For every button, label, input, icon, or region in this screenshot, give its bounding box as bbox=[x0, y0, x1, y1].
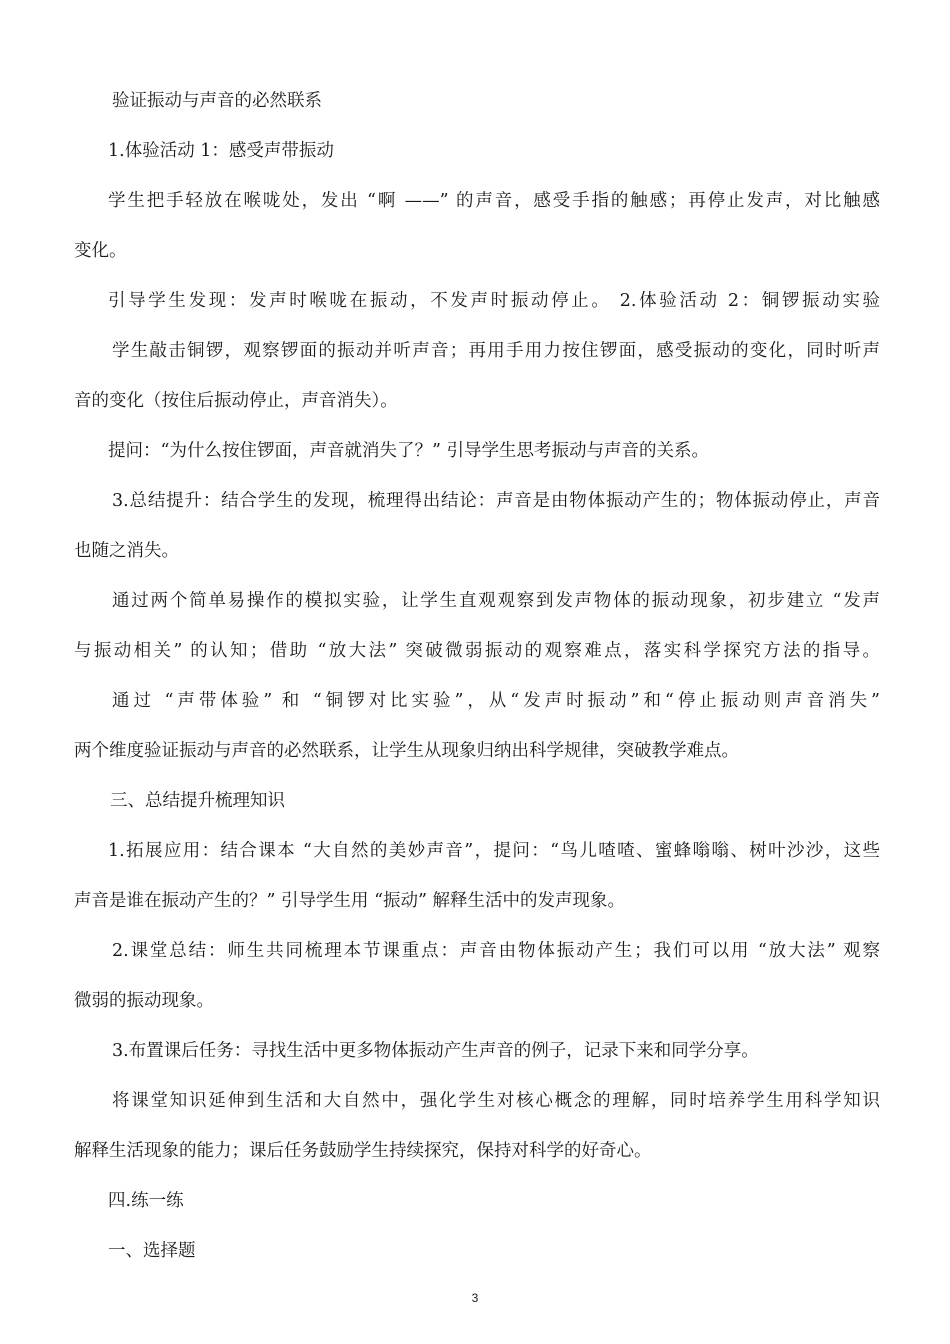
paragraph-line: 通过 “声带体验” 和 “铜锣对比实验”，从“发声时振动”和“停止振动则声音消失” bbox=[112, 691, 880, 711]
paragraph-line: 1.体验活动 1：感受声带振动 bbox=[108, 141, 334, 161]
page-number: 3 bbox=[471, 1291, 479, 1305]
paragraph-line: 3.总结提升：结合学生的发现，梳理得出结论：声音是由物体振动产生的；物体振动停止，声音 bbox=[112, 491, 880, 511]
paragraph-line: 与振动相关” 的认知；借助 “放大法” 突破微弱振动的观察难点，落实科学探究方法的指导。 bbox=[74, 641, 880, 661]
paragraph-line: 两个维度验证振动与声音的必然联系，让学生从现象归纳出科学规律，突破教学难点。 bbox=[74, 741, 739, 761]
paragraph-line: 3.布置课后任务：寻找生活中更多物体振动产生声音的例子，记录下来和同学分享。 bbox=[112, 1041, 759, 1061]
paragraph-line: 将课堂知识延伸到生活和大自然中，强化学生对核心概念的理解，同时培养学生用科学知识 bbox=[112, 1091, 880, 1111]
paragraph-line: 变化。 bbox=[74, 241, 127, 261]
section-heading: 四.练一练 bbox=[108, 1191, 184, 1211]
paragraph-line: 提问：“为什么按住锣面，声音就消失了？” 引导学生思考振动与声音的关系。 bbox=[108, 441, 709, 461]
paragraph-line: 学生敲击铜锣，观察锣面的振动并听声音；再用手用力按住锣面，感受振动的变化，同时听声 bbox=[112, 341, 880, 361]
section-heading: 一、选择题 bbox=[108, 1241, 196, 1261]
paragraph-line: 微弱的振动现象。 bbox=[74, 991, 214, 1011]
paragraph-line: 1.拓展应用：结合课本 “大自然的美妙声音”，提问：“鸟儿喳喳、蜜蜂嗡嗡、树叶沙沙，这些 bbox=[108, 841, 880, 861]
section-heading: 三、总结提升梳理知识 bbox=[110, 791, 285, 811]
paragraph-line: 学生把手轻放在喉咙处，发出 “啊 ——” 的声音，感受手指的触感；再停止发声，对比触感 bbox=[108, 191, 880, 211]
paragraph-line: 通过两个简单易操作的模拟实验，让学生直观观察到发声物体的振动现象，初步建立 “发声 bbox=[112, 591, 880, 611]
paragraph-line: 引导学生发现：发声时喉咙在振动，不发声时振动停止。 2.体验活动 2：铜锣振动实验 bbox=[108, 291, 880, 311]
paragraph-line: 验证振动与声音的必然联系 bbox=[112, 91, 322, 111]
paragraph-line: 声音是谁在振动产生的？” 引导学生用 “振动” 解释生活中的发声现象。 bbox=[74, 891, 626, 911]
paragraph-line: 2.课堂总结：师生共同梳理本节课重点：声音由物体振动产生；我们可以用 “放大法” 观察 bbox=[112, 941, 880, 961]
paragraph-line: 音的变化（按住后振动停止，声音消失）。 bbox=[74, 391, 398, 411]
paragraph-line: 解释生活现象的能力；课后任务鼓励学生持续探究，保持对科学的好奇心。 bbox=[74, 1141, 652, 1161]
paragraph-line: 也随之消失。 bbox=[74, 541, 179, 561]
